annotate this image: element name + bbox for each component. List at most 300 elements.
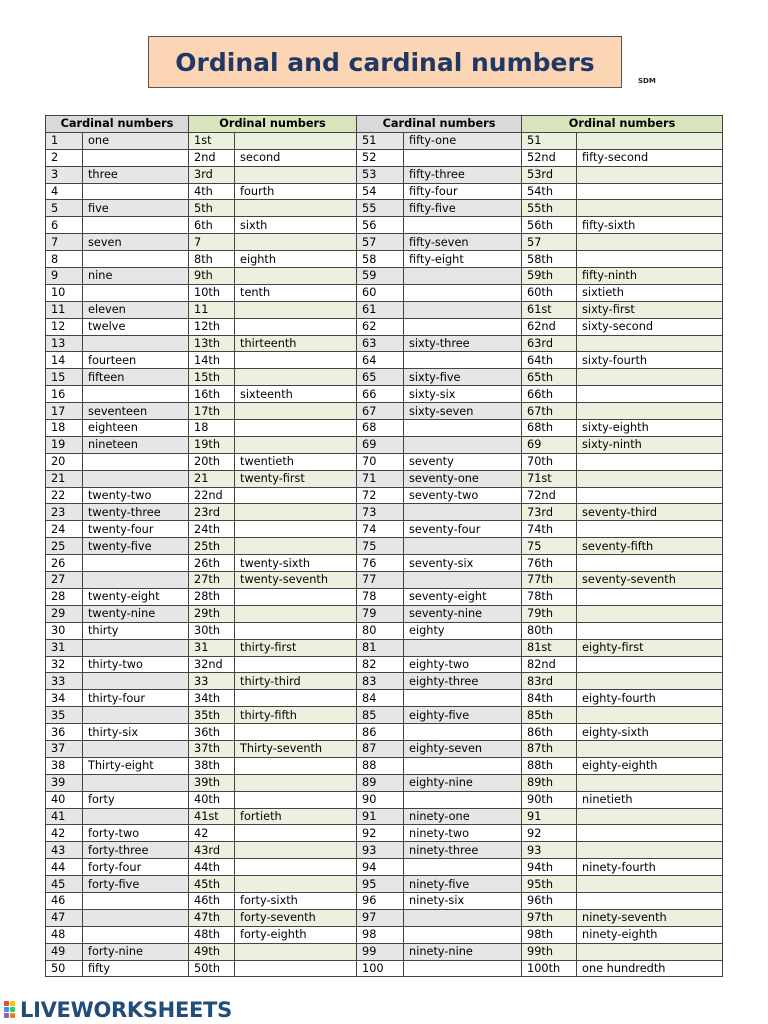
ordinal-word-cell: thirteenth (235, 335, 357, 352)
cardinal-word-cell: eighty-seven (404, 740, 522, 757)
cardinal-number-cell: 52 (357, 149, 404, 166)
ordinal-word-cell (577, 183, 723, 200)
cardinal-word-cell (404, 352, 522, 369)
table-row (46, 605, 723, 622)
ordinal-word-cell: twenty-seventh (235, 572, 357, 589)
cardinal-word-cell: fifty-eight (404, 251, 522, 268)
ordinal-number-cell: 9th (189, 268, 235, 285)
cardinal-word-cell: ninety-six (404, 892, 522, 909)
ordinal-word-cell: seventy-third (577, 504, 723, 521)
ordinal-number-cell: 80th (522, 622, 577, 639)
ordinal-number-cell: 38th (189, 757, 235, 774)
ordinal-word-cell (235, 943, 357, 960)
ordinal-number-cell: 52nd (522, 149, 577, 166)
footer-brand: LIVEWORKSHEETS (20, 998, 232, 1022)
table-row (46, 842, 723, 859)
ordinal-word-cell (235, 200, 357, 217)
ordinal-number-cell: 15th (189, 369, 235, 386)
table-row (46, 234, 723, 251)
cardinal-word-cell (404, 420, 522, 437)
ordinal-word-cell: eighth (235, 251, 357, 268)
ordinal-number-cell: 11 (189, 301, 235, 318)
ordinal-number-cell: 92 (522, 825, 577, 842)
cardinal-word-cell (404, 791, 522, 808)
table-row (46, 909, 723, 926)
ordinal-word-cell: sixty-second (577, 318, 723, 335)
cardinal-word-cell (83, 639, 189, 656)
table-row (46, 876, 723, 893)
ordinal-number-cell: 19th (189, 436, 235, 453)
ordinal-number-cell: 45th (189, 876, 235, 893)
cardinal-number-cell: 94 (357, 859, 404, 876)
ordinal-number-cell: 54th (522, 183, 577, 200)
ordinal-number-cell: 73rd (522, 504, 577, 521)
ordinal-word-cell: forty-eighth (235, 926, 357, 943)
ordinal-word-cell (235, 960, 357, 977)
cardinal-number-cell: 97 (357, 909, 404, 926)
ordinal-number-cell: 81st (522, 639, 577, 656)
cardinal-number-cell: 9 (46, 268, 83, 285)
ordinal-number-cell: 51 (522, 132, 577, 149)
cardinal-number-cell: 98 (357, 926, 404, 943)
cardinal-number-cell: 10 (46, 284, 83, 301)
ordinal-number-cell: 59th (522, 268, 577, 285)
cardinal-number-cell: 30 (46, 622, 83, 639)
cardinal-word-cell (404, 926, 522, 943)
ordinal-word-cell (235, 268, 357, 285)
cardinal-word-cell (404, 572, 522, 589)
cardinal-word-cell (404, 504, 522, 521)
cardinal-word-cell: seven (83, 234, 189, 251)
ordinal-word-cell: seventy-seventh (577, 572, 723, 589)
ordinal-word-cell (235, 301, 357, 318)
cardinal-number-cell: 77 (357, 572, 404, 589)
cardinal-word-cell (83, 335, 189, 352)
ordinal-word-cell: ninetieth (577, 791, 723, 808)
cardinal-word-cell (404, 217, 522, 234)
cardinal-number-cell: 28 (46, 588, 83, 605)
table-row (46, 555, 723, 572)
ordinal-word-cell: ninety-seventh (577, 909, 723, 926)
cardinal-number-cell: 63 (357, 335, 404, 352)
table-row (46, 538, 723, 555)
table-row (46, 436, 723, 453)
cardinal-number-cell: 59 (357, 268, 404, 285)
cardinal-number-cell: 27 (46, 572, 83, 589)
cardinal-number-cell: 19 (46, 436, 83, 453)
author-tag: SDM (638, 77, 656, 85)
ordinal-word-cell (235, 166, 357, 183)
table-row (46, 149, 723, 166)
cardinal-number-cell: 44 (46, 859, 83, 876)
ordinal-word-cell: forty-sixth (235, 892, 357, 909)
ordinal-number-cell: 40th (189, 791, 235, 808)
ordinal-word-cell (577, 842, 723, 859)
cardinal-word-cell: twenty-eight (83, 588, 189, 605)
table-row (46, 386, 723, 403)
cardinal-word-cell: seventeen (83, 403, 189, 420)
cardinal-word-cell: ninety-two (404, 825, 522, 842)
cardinal-word-cell: fifty-seven (404, 234, 522, 251)
cardinal-word-cell: thirty (83, 622, 189, 639)
ordinal-word-cell (235, 403, 357, 420)
table-row (46, 521, 723, 538)
ordinal-word-cell (577, 166, 723, 183)
cardinal-word-cell (83, 555, 189, 572)
ordinal-word-cell: sixty-first (577, 301, 723, 318)
table-row (46, 859, 723, 876)
cardinal-number-cell: 22 (46, 487, 83, 504)
cardinal-word-cell: fifty-one (404, 132, 522, 149)
cardinal-word-cell: sixty-seven (404, 403, 522, 420)
ordinal-word-cell (235, 876, 357, 893)
cardinal-number-cell: 66 (357, 386, 404, 403)
ordinal-number-cell: 32nd (189, 656, 235, 673)
table-row (46, 926, 723, 943)
ordinal-word-cell: sixteenth (235, 386, 357, 403)
table-row (46, 791, 723, 808)
table-row (46, 622, 723, 639)
cardinal-word-cell (404, 538, 522, 555)
ordinal-word-cell: twenty-sixth (235, 555, 357, 572)
cardinal-word-cell: eighteen (83, 420, 189, 437)
ordinal-word-cell: fortieth (235, 808, 357, 825)
cardinal-word-cell (83, 284, 189, 301)
cardinal-number-cell: 17 (46, 403, 83, 420)
ordinal-number-cell: 88th (522, 757, 577, 774)
cardinal-word-cell (404, 149, 522, 166)
cardinal-word-cell (83, 453, 189, 470)
ordinal-number-cell: 79th (522, 605, 577, 622)
cardinal-word-cell (404, 909, 522, 926)
table-row (46, 943, 723, 960)
table-row (46, 740, 723, 757)
ordinal-word-cell (577, 588, 723, 605)
cardinal-number-cell: 13 (46, 335, 83, 352)
table-row (46, 268, 723, 285)
ordinal-number-cell: 49th (189, 943, 235, 960)
cardinal-word-cell (404, 268, 522, 285)
ordinal-number-cell: 63rd (522, 335, 577, 352)
cardinal-number-cell: 35 (46, 707, 83, 724)
ordinal-number-cell: 68th (522, 420, 577, 437)
table-row (46, 470, 723, 487)
cardinal-number-cell: 49 (46, 943, 83, 960)
cardinal-word-cell: ninety-one (404, 808, 522, 825)
cardinal-word-cell: seventy-six (404, 555, 522, 572)
ordinal-word-cell (577, 369, 723, 386)
ordinal-number-cell: 72nd (522, 487, 577, 504)
cardinal-number-cell: 54 (357, 183, 404, 200)
ordinal-number-cell: 12th (189, 318, 235, 335)
cardinal-word-cell (83, 774, 189, 791)
ordinal-word-cell (235, 757, 357, 774)
ordinal-word-cell: sixty-eighth (577, 420, 723, 437)
cardinal-word-cell: Thirty-eight (83, 757, 189, 774)
ordinal-word-cell (577, 892, 723, 909)
cardinal-word-cell: twenty-two (83, 487, 189, 504)
cardinal-number-cell: 99 (357, 943, 404, 960)
cardinal-number-cell: 21 (46, 470, 83, 487)
cardinal-word-cell (404, 639, 522, 656)
table-body (46, 132, 723, 977)
cardinal-word-cell (83, 572, 189, 589)
ordinal-word-cell (235, 504, 357, 521)
cardinal-word-cell: forty-nine (83, 943, 189, 960)
ordinal-number-cell: 3rd (189, 166, 235, 183)
ordinal-word-cell (235, 521, 357, 538)
header-ordinal-left: Ordinal numbers (189, 116, 357, 133)
cardinal-number-cell: 1 (46, 132, 83, 149)
ordinal-number-cell: 23rd (189, 504, 235, 521)
ordinal-number-cell: 35th (189, 707, 235, 724)
cardinal-word-cell (83, 149, 189, 166)
cardinal-number-cell: 5 (46, 200, 83, 217)
table-row (46, 335, 723, 352)
ordinal-number-cell: 28th (189, 588, 235, 605)
ordinal-number-cell: 39th (189, 774, 235, 791)
cardinal-number-cell: 25 (46, 538, 83, 555)
cardinal-number-cell: 67 (357, 403, 404, 420)
ordinal-word-cell (235, 369, 357, 386)
cardinal-word-cell (83, 926, 189, 943)
ordinal-word-cell (235, 842, 357, 859)
cardinal-number-cell: 36 (46, 724, 83, 741)
ordinal-word-cell (235, 825, 357, 842)
table-row (46, 183, 723, 200)
table-row (46, 301, 723, 318)
cardinal-number-cell: 50 (46, 960, 83, 977)
ordinal-number-cell: 57 (522, 234, 577, 251)
cardinal-number-cell: 24 (46, 521, 83, 538)
cardinal-word-cell: nine (83, 268, 189, 285)
cardinal-number-cell: 23 (46, 504, 83, 521)
ordinal-number-cell: 36th (189, 724, 235, 741)
ordinal-word-cell (235, 656, 357, 673)
ordinal-number-cell: 66th (522, 386, 577, 403)
ordinal-number-cell: 78th (522, 588, 577, 605)
cardinal-number-cell: 58 (357, 251, 404, 268)
cardinal-word-cell (83, 909, 189, 926)
cardinal-number-cell: 88 (357, 757, 404, 774)
cardinal-word-cell: eighty-nine (404, 774, 522, 791)
ordinal-word-cell (577, 943, 723, 960)
table-row (46, 673, 723, 690)
ordinal-number-cell: 61st (522, 301, 577, 318)
cardinal-word-cell: seventy-two (404, 487, 522, 504)
ordinal-word-cell: eighty-eighth (577, 757, 723, 774)
cardinal-word-cell (404, 757, 522, 774)
cardinal-number-cell: 42 (46, 825, 83, 842)
ordinal-number-cell: 94th (522, 859, 577, 876)
ordinal-number-cell: 2nd (189, 149, 235, 166)
ordinal-word-cell: eighty-fourth (577, 690, 723, 707)
ordinal-word-cell (235, 859, 357, 876)
cardinal-number-cell: 57 (357, 234, 404, 251)
ordinal-word-cell: ninety-eighth (577, 926, 723, 943)
ordinal-number-cell: 21 (189, 470, 235, 487)
cardinal-word-cell: fifty-three (404, 166, 522, 183)
table-row (46, 369, 723, 386)
ordinal-word-cell: sixtieth (577, 284, 723, 301)
cardinal-word-cell: eighty (404, 622, 522, 639)
cardinal-number-cell: 46 (46, 892, 83, 909)
cardinal-number-cell: 85 (357, 707, 404, 724)
cardinal-number-cell: 74 (357, 521, 404, 538)
cardinal-number-cell: 92 (357, 825, 404, 842)
cardinal-word-cell: eighty-five (404, 707, 522, 724)
ordinal-word-cell (577, 200, 723, 217)
cardinal-number-cell: 65 (357, 369, 404, 386)
cardinal-number-cell: 7 (46, 234, 83, 251)
cardinal-word-cell: fifty-five (404, 200, 522, 217)
ordinal-word-cell (577, 774, 723, 791)
table-row (46, 284, 723, 301)
ordinal-word-cell (577, 605, 723, 622)
ordinal-word-cell: sixty-fourth (577, 352, 723, 369)
ordinal-number-cell: 60th (522, 284, 577, 301)
table-row (46, 217, 723, 234)
cardinal-word-cell (404, 318, 522, 335)
table-row (46, 656, 723, 673)
cardinal-number-cell: 100 (357, 960, 404, 977)
ordinal-number-cell: 4th (189, 183, 235, 200)
ordinal-number-cell: 98th (522, 926, 577, 943)
ordinal-number-cell: 64th (522, 352, 577, 369)
cardinal-number-cell: 48 (46, 926, 83, 943)
cardinal-word-cell: twenty-nine (83, 605, 189, 622)
cardinal-number-cell: 41 (46, 808, 83, 825)
ordinal-word-cell (235, 690, 357, 707)
cardinal-number-cell: 29 (46, 605, 83, 622)
ordinal-word-cell: second (235, 149, 357, 166)
ordinal-number-cell: 55th (522, 200, 577, 217)
ordinal-number-cell: 41st (189, 808, 235, 825)
ordinal-word-cell (577, 251, 723, 268)
cardinal-word-cell: seventy-nine (404, 605, 522, 622)
table-row (46, 892, 723, 909)
cardinal-word-cell (83, 251, 189, 268)
ordinal-word-cell (577, 521, 723, 538)
cardinal-number-cell: 32 (46, 656, 83, 673)
cardinal-number-cell: 47 (46, 909, 83, 926)
cardinal-word-cell: ninety-three (404, 842, 522, 859)
cardinal-word-cell: fifty-four (404, 183, 522, 200)
numbers-table (45, 115, 723, 977)
ordinal-number-cell: 76th (522, 555, 577, 572)
cardinal-word-cell (83, 808, 189, 825)
cardinal-word-cell: one (83, 132, 189, 149)
ordinal-word-cell (577, 403, 723, 420)
cardinal-number-cell: 79 (357, 605, 404, 622)
ordinal-number-cell: 22nd (189, 487, 235, 504)
cardinal-number-cell: 81 (357, 639, 404, 656)
ordinal-number-cell: 5th (189, 200, 235, 217)
cardinal-number-cell: 93 (357, 842, 404, 859)
table-row (46, 132, 723, 149)
table-row (46, 724, 723, 741)
ordinal-word-cell (577, 132, 723, 149)
cardinal-number-cell: 64 (357, 352, 404, 369)
ordinal-word-cell (577, 335, 723, 352)
ordinal-word-cell (235, 538, 357, 555)
cardinal-number-cell: 18 (46, 420, 83, 437)
ordinal-number-cell: 62nd (522, 318, 577, 335)
cardinal-number-cell: 87 (357, 740, 404, 757)
table-row (46, 690, 723, 707)
cardinal-number-cell: 20 (46, 453, 83, 470)
ordinal-word-cell (235, 774, 357, 791)
ordinal-number-cell: 82nd (522, 656, 577, 673)
ordinal-number-cell: 95th (522, 876, 577, 893)
ordinal-number-cell: 97th (522, 909, 577, 926)
ordinal-word-cell (577, 825, 723, 842)
cardinal-number-cell: 89 (357, 774, 404, 791)
ordinal-word-cell (577, 453, 723, 470)
ordinal-number-cell: 87th (522, 740, 577, 757)
ordinal-number-cell: 20th (189, 453, 235, 470)
ordinal-number-cell: 89th (522, 774, 577, 791)
table-row (46, 825, 723, 842)
ordinal-number-cell: 16th (189, 386, 235, 403)
cardinal-word-cell: seventy-four (404, 521, 522, 538)
ordinal-word-cell (577, 707, 723, 724)
ordinal-number-cell: 33 (189, 673, 235, 690)
cardinal-number-cell: 37 (46, 740, 83, 757)
ordinal-word-cell: Thirty-seventh (235, 740, 357, 757)
ordinal-word-cell: one hundredth (577, 960, 723, 977)
table-row (46, 166, 723, 183)
table-row (46, 251, 723, 268)
ordinal-word-cell (235, 352, 357, 369)
table-row (46, 757, 723, 774)
ordinal-word-cell: seventy-fifth (577, 538, 723, 555)
cardinal-word-cell: twelve (83, 318, 189, 335)
cardinal-word-cell: twenty-four (83, 521, 189, 538)
cardinal-number-cell: 56 (357, 217, 404, 234)
ordinal-number-cell: 10th (189, 284, 235, 301)
ordinal-number-cell: 96th (522, 892, 577, 909)
ordinal-number-cell: 37th (189, 740, 235, 757)
ordinal-number-cell: 14th (189, 352, 235, 369)
ordinal-word-cell: twentieth (235, 453, 357, 470)
cardinal-number-cell: 83 (357, 673, 404, 690)
ordinal-number-cell: 47th (189, 909, 235, 926)
ordinal-number-cell: 50th (189, 960, 235, 977)
ordinal-word-cell (235, 724, 357, 741)
ordinal-word-cell (577, 234, 723, 251)
cardinal-word-cell (83, 707, 189, 724)
cardinal-word-cell: fifteen (83, 369, 189, 386)
header-row (46, 116, 723, 133)
ordinal-word-cell (235, 436, 357, 453)
cardinal-word-cell: seventy (404, 453, 522, 470)
ordinal-word-cell (577, 386, 723, 403)
cardinal-number-cell: 39 (46, 774, 83, 791)
ordinal-number-cell: 42 (189, 825, 235, 842)
cardinal-word-cell: forty-four (83, 859, 189, 876)
cardinal-word-cell: nineteen (83, 436, 189, 453)
cardinal-word-cell: forty-three (83, 842, 189, 859)
table-row (46, 403, 723, 420)
ordinal-word-cell (235, 588, 357, 605)
ordinal-word-cell (235, 234, 357, 251)
cardinal-word-cell: thirty-six (83, 724, 189, 741)
cardinal-word-cell (83, 183, 189, 200)
cardinal-word-cell: sixty-five (404, 369, 522, 386)
ordinal-word-cell: eighty-first (577, 639, 723, 656)
cardinal-word-cell: eighty-two (404, 656, 522, 673)
